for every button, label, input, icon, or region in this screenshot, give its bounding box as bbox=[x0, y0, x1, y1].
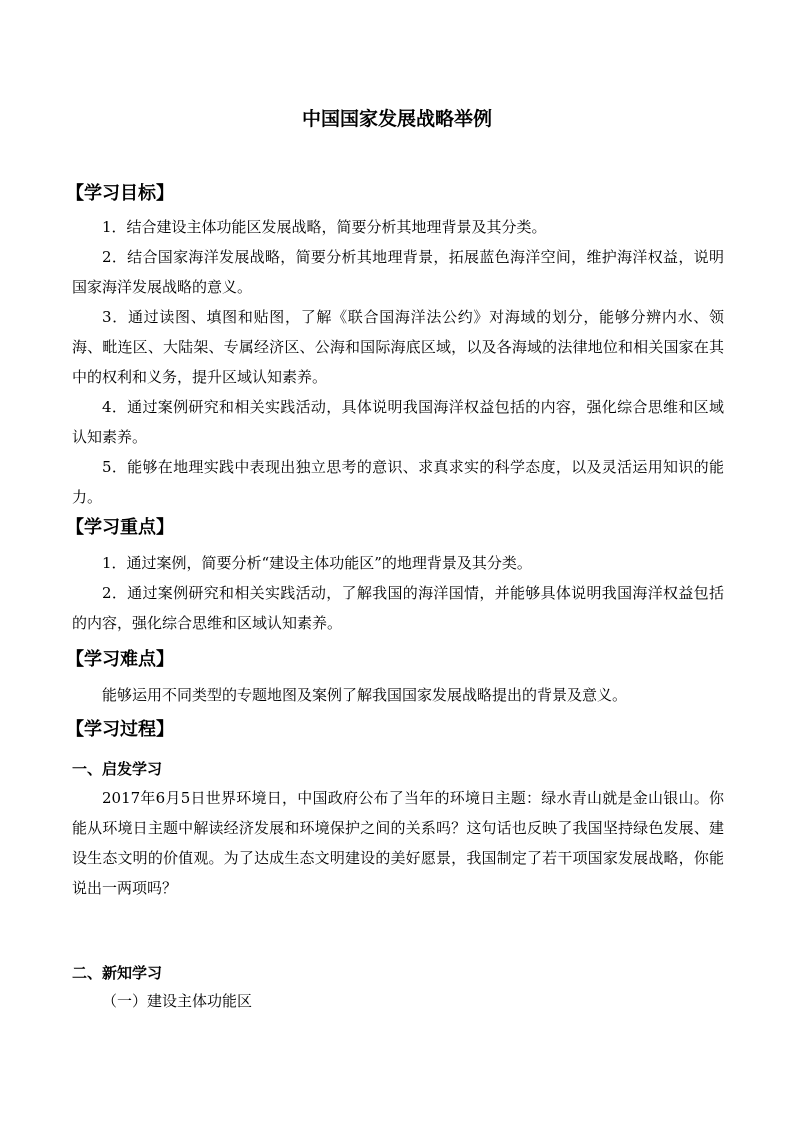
page-title: 中国国家发展战略举例 bbox=[301, 108, 492, 130]
difficulties-heading: 【学习难点】 bbox=[66, 649, 174, 670]
objective-item-1: 1．结合建设主体功能区发展战略，简要分析其地理背景及其分类。 bbox=[102, 218, 547, 236]
objective-item-5: 5．能够在地理实践中表现出独立思考的意识、求真求实的科学态度，以及灵活运用知识的能力。 bbox=[72, 458, 724, 506]
key-points-heading: 【学习重点】 bbox=[66, 517, 174, 538]
key-point-item-1: 1．通过案例，简要分析“建设主体功能区”的地理背景及其分类。 bbox=[102, 554, 532, 572]
objectives-heading: 【学习目标】 bbox=[66, 183, 174, 204]
subsection-1-title: （一）建设主体功能区 bbox=[102, 992, 253, 1010]
key-point-item-2: 2．通过案例研究和相关实践活动，了解我国的海洋国情，并能够具体说明我国海洋权益包括的内容，强化综合思维和区域认知素养。 bbox=[72, 584, 724, 632]
process-heading: 【学习过程】 bbox=[66, 719, 174, 740]
objective-item-3: 3．通过读图、填图和贴图，了解《联合国海洋法公约》对海域的划分，能够分辨内水、领海、毗连区、大陆架、专属经济区、公海和国际海底区域，以及各海域的法律地位和相关国家在其中的权利和义务，提升区域认知素养。 bbox=[72, 308, 724, 386]
objective-item-4: 4．通过案例研究和相关实践活动，具体说明我国海洋权益包括的内容，强化综合思维和区域认知素养。 bbox=[72, 398, 724, 446]
section-1-title: 一、启发学习 bbox=[72, 760, 163, 778]
difficulties-text: 能够运用不同类型的专题地图及案例了解我国国家发展战略提出的背景及意义。 bbox=[102, 686, 628, 704]
section-1-text: 2017年6月5日世界环境日，中国政府公布了当年的环境日主题：绿水青山就是金山银山。你能从环境日主题中解读经济发展和环境保护之间的关系吗？这句话也反映了我国坚持绿色发展、建设生态文明的价值观。为了达成生态文明建设的美好愿景，我国制定了若干项国家发展战略，你能说出一两项吗？ bbox=[72, 789, 724, 897]
objective-item-2: 2．结合国家海洋发展战略，简要分析其地理背景，拓展蓝色海洋空间，维护海洋权益，说明国家海洋发展战略的意义。 bbox=[72, 248, 724, 296]
section-2-title: 二、新知学习 bbox=[72, 964, 163, 982]
